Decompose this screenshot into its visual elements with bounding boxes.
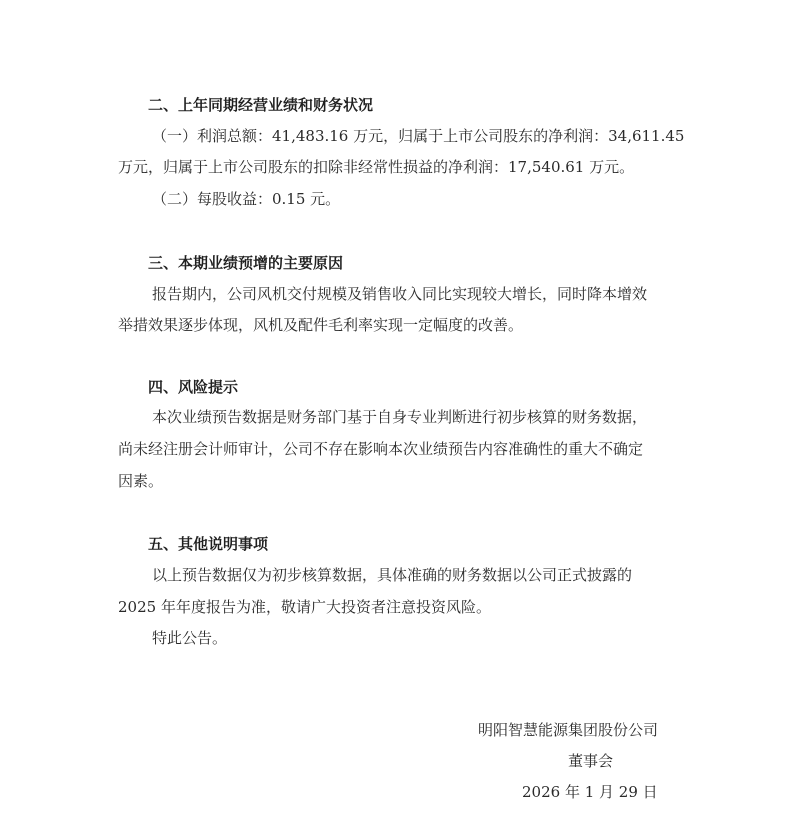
signature-board: 董事会 xyxy=(568,752,614,770)
section-heading-prior-year-results: 二、上年同期经营业绩和财务状况 xyxy=(148,96,374,114)
signature-date: 2026 年 1 月 29 日 xyxy=(522,783,658,801)
section-heading-other-matters: 五、其他说明事项 xyxy=(148,535,269,553)
paragraph-line: 报告期内，公司风机交付规模及销售收入同比实现较大增长，同时降本增效 xyxy=(152,285,648,303)
section-heading-risk-notice: 四、风险提示 xyxy=(148,378,239,396)
section-heading-main-reasons: 三、本期业绩预增的主要原因 xyxy=(148,254,344,272)
paragraph-line: 尚未经注册会计师审计，公司不存在影响本次业绩预告内容准确性的重大不确定 xyxy=(118,440,644,458)
paragraph-line: 因素。 xyxy=(118,472,164,490)
paragraph-line: 以上预告数据仅为初步核算数据，具体准确的财务数据以公司正式披露的 xyxy=(152,566,633,584)
paragraph-line: 特此公告。 xyxy=(152,629,228,647)
paragraph-line: 2025 年年度报告为准，敬请广大投资者注意投资风险。 xyxy=(118,598,491,616)
paragraph-line: （一）利润总额：41,483.16 万元，归属于上市公司股东的净利润：34,611.45 xyxy=(152,127,685,145)
signature-company-name: 明阳智慧能源集团股份公司 xyxy=(478,721,659,739)
paragraph-line: 万元，归属于上市公司股东的扣除非经常性损益的净利润：17,540.61 万元。 xyxy=(118,158,635,176)
paragraph-line: 本次业绩预告数据是财务部门基于自身专业判断进行初步核算的财务数据， xyxy=(152,408,648,426)
paragraph-line: （二）每股收益：0.15 元。 xyxy=(152,190,341,208)
paragraph-line: 举措效果逐步体现，风机及配件毛利率实现一定幅度的改善。 xyxy=(118,316,524,334)
